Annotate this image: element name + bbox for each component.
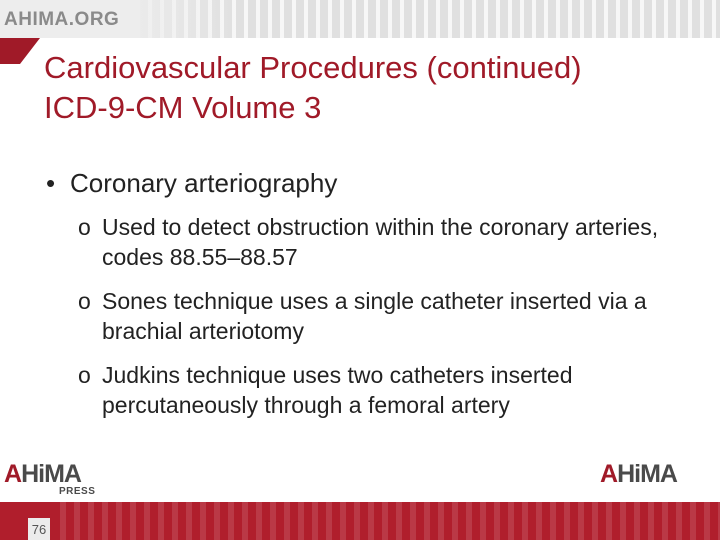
sub-marker: o: [78, 288, 91, 314]
page-number: 76: [28, 518, 50, 540]
logo-wordmark: AHiMA: [600, 460, 677, 488]
slide-title: [44, 48, 704, 128]
bullet-marker: •: [46, 168, 56, 198]
main-bullet-text: Coronary arteriography: [70, 168, 338, 198]
red-corner-tab: [0, 38, 40, 64]
logo-press-text: PRESS: [59, 486, 96, 497]
sub-marker: o: [78, 362, 91, 388]
sub-bullet-text: Used to detect obstruction within the coronary arteries, codes 88.55–88.57: [102, 214, 659, 270]
sub-bullet-1: [78, 212, 720, 272]
site-url[interactable]: AHIMA.ORG: [4, 9, 120, 30]
sub-marker: o: [78, 214, 91, 240]
header-strip: [0, 0, 720, 38]
sub-bullet-3: [78, 360, 720, 420]
title-line-1: Cardiovascular Procedures (continued): [44, 50, 582, 85]
logo-wordmark: AHiMA: [4, 460, 81, 488]
ahima-logo: [600, 460, 677, 489]
main-bullet: [46, 168, 337, 199]
sub-bullet-text: Judkins technique uses two catheters inserted percutaneously through a femoral artery: [102, 362, 573, 418]
footer-stripes: [60, 502, 720, 540]
title-line-2: ICD-9-CM Volume 3: [44, 90, 322, 125]
sub-bullet-2: [78, 286, 720, 346]
header-fade: [120, 0, 240, 38]
sub-bullet-text: Sones technique uses a single catheter inserted via a brachial arteriotomy: [102, 288, 647, 344]
ahima-press-logo: [4, 460, 96, 497]
